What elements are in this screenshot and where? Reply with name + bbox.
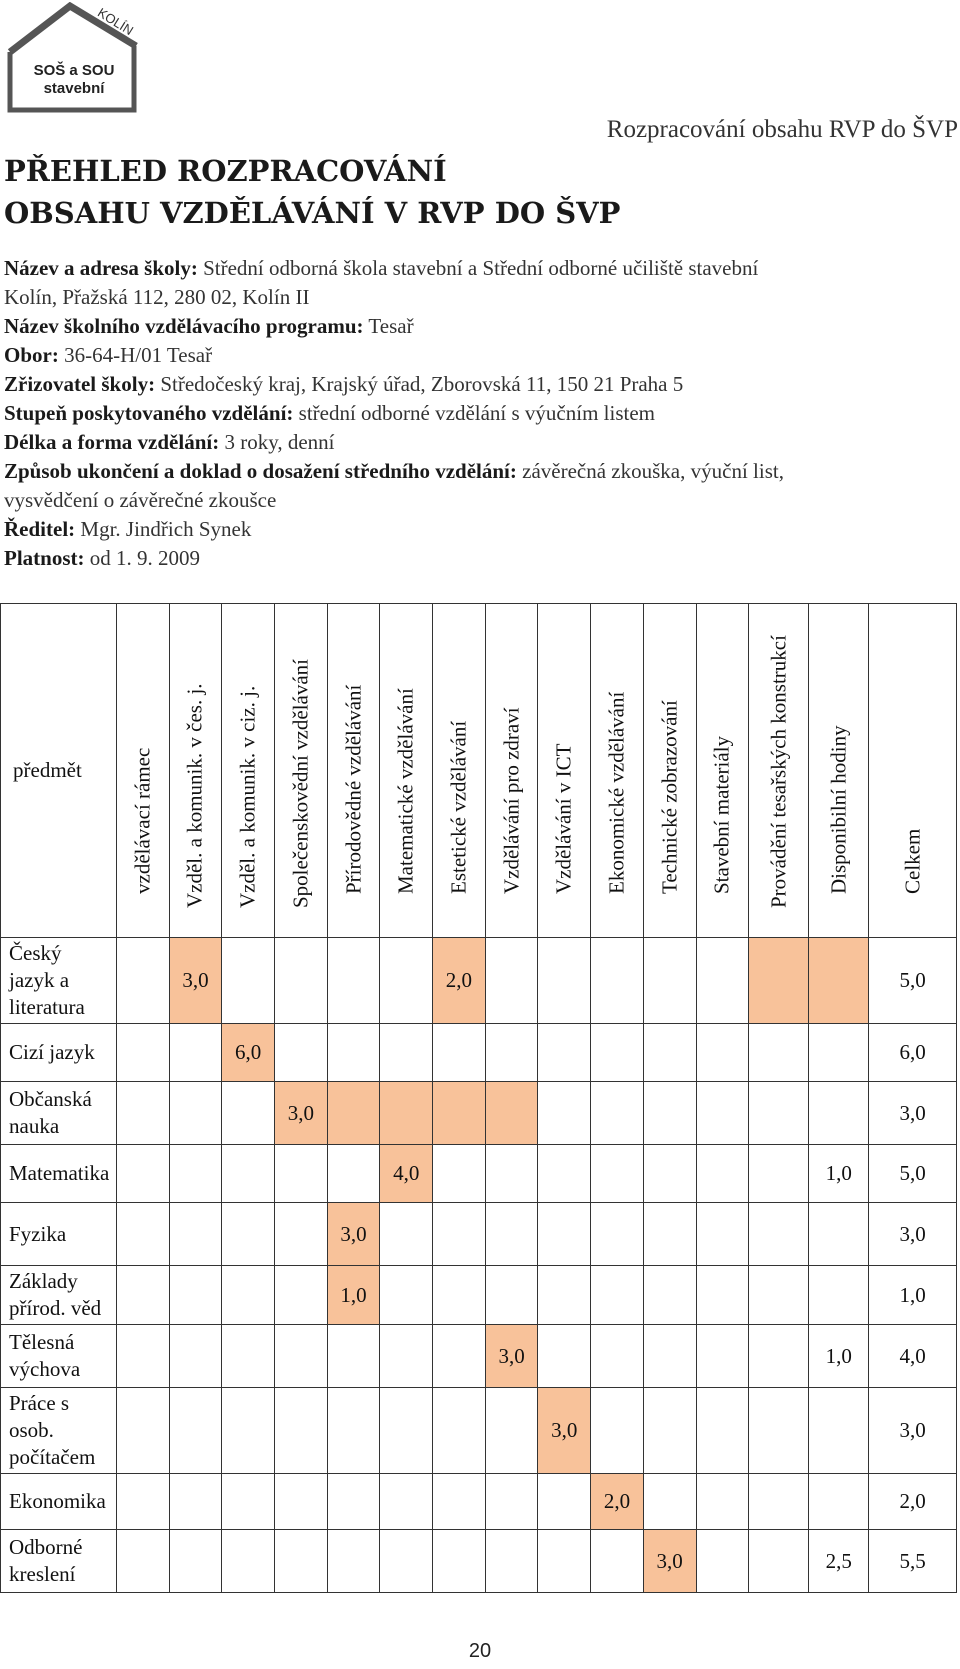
- hours-cell: [485, 1024, 538, 1082]
- hours-cell: [696, 1266, 749, 1325]
- hours-cell: [696, 1530, 749, 1593]
- total-cell: 5,0: [869, 1145, 957, 1203]
- hours-cell: [327, 1145, 380, 1203]
- hours-cell: [380, 1203, 433, 1266]
- hours-cell: [749, 1024, 809, 1082]
- hours-cell: [222, 1145, 275, 1203]
- hours-cell: [222, 1474, 275, 1530]
- subject-name: Český jazyk a literatura: [1, 938, 117, 1024]
- framework-cell: [116, 1082, 169, 1145]
- column-header: Společenskovědní vzdělávání: [275, 604, 328, 938]
- hours-cell: [327, 938, 380, 1024]
- hours-cell: [169, 1266, 222, 1325]
- table-row: [1, 1388, 957, 1474]
- hours-cell: [485, 1145, 538, 1203]
- table-row: [1, 1266, 957, 1325]
- hours-cell: [222, 1530, 275, 1593]
- hours-cell: [380, 1266, 433, 1325]
- hours-cell: 3,0: [485, 1325, 538, 1388]
- hours-cell: [809, 1024, 869, 1082]
- curriculum-table: [0, 603, 957, 1593]
- framework-cell: [116, 1474, 169, 1530]
- hours-cell: 1,0: [327, 1266, 380, 1325]
- framework-cell: [116, 1530, 169, 1593]
- column-header: vzdělávací rámec: [116, 604, 169, 938]
- hours-cell: [327, 1024, 380, 1082]
- hours-cell: [809, 1082, 869, 1145]
- hours-cell: 2,0: [591, 1474, 644, 1530]
- logo-city: KOLÍN: [94, 4, 137, 39]
- column-header: Matematické vzdělávání: [380, 604, 433, 938]
- hours-cell: [696, 1082, 749, 1145]
- hours-cell: [275, 1203, 328, 1266]
- hours-cell: [809, 1474, 869, 1530]
- hours-cell: [696, 1203, 749, 1266]
- total-cell: 3,0: [869, 1388, 957, 1474]
- table-row: [1, 1203, 957, 1266]
- hours-cell: [538, 1145, 591, 1203]
- page-title: PŘEHLED ROZPRACOVÁNÍ OBSAHU VZDĚLÁVÁNÍ V RVP DO ŠVP: [4, 154, 621, 230]
- header-right-title: Rozpracování obsahu RVP do ŠVP: [606, 116, 958, 143]
- framework-cell: [116, 1145, 169, 1203]
- hours-cell: 6,0: [222, 1024, 275, 1082]
- hours-cell: 2,5: [809, 1530, 869, 1593]
- hours-cell: [749, 938, 809, 1024]
- hours-cell: [538, 1024, 591, 1082]
- hours-cell: [169, 1024, 222, 1082]
- table-row: [1, 1082, 957, 1145]
- hours-cell: [643, 938, 696, 1024]
- hours-cell: [591, 1388, 644, 1474]
- hours-cell: 4,0: [380, 1145, 433, 1203]
- hours-cell: [222, 1266, 275, 1325]
- hours-cell: [327, 1474, 380, 1530]
- subject-name: Základy přírod. věd: [1, 1266, 117, 1325]
- hours-cell: [696, 1145, 749, 1203]
- hours-cell: [380, 1474, 433, 1530]
- hours-cell: [538, 1082, 591, 1145]
- hours-cell: [222, 1325, 275, 1388]
- hours-cell: [643, 1203, 696, 1266]
- hours-cell: [169, 1325, 222, 1388]
- subject-name: Občanská nauka: [1, 1082, 117, 1145]
- hours-cell: [809, 1203, 869, 1266]
- hours-cell: [380, 938, 433, 1024]
- framework-cell: [116, 1203, 169, 1266]
- hours-cell: [433, 1203, 486, 1266]
- subject-name: Ekonomika: [1, 1474, 117, 1530]
- hours-cell: [749, 1266, 809, 1325]
- hours-cell: [591, 1082, 644, 1145]
- hours-cell: [433, 1474, 486, 1530]
- hours-cell: [485, 1388, 538, 1474]
- total-cell: 6,0: [869, 1024, 957, 1082]
- hours-cell: [433, 1530, 486, 1593]
- hours-cell: [275, 1530, 328, 1593]
- total-cell: 5,0: [869, 938, 957, 1024]
- logo-text: SOŠ a SOU stavební: [33, 62, 115, 97]
- hours-cell: [222, 1082, 275, 1145]
- hours-cell: [749, 1145, 809, 1203]
- hours-cell: [380, 1388, 433, 1474]
- hours-cell: [538, 1325, 591, 1388]
- hours-cell: [327, 1530, 380, 1593]
- hours-cell: [538, 938, 591, 1024]
- total-cell: 3,0: [869, 1082, 957, 1145]
- hours-cell: [169, 1530, 222, 1593]
- hours-cell: [380, 1082, 433, 1145]
- subject-name: Tělesná výchova: [1, 1325, 117, 1388]
- hours-cell: [169, 1145, 222, 1203]
- hours-cell: [327, 1325, 380, 1388]
- framework-cell: [116, 1388, 169, 1474]
- hours-cell: [169, 1082, 222, 1145]
- hours-cell: [643, 1024, 696, 1082]
- hours-cell: [591, 938, 644, 1024]
- hours-cell: [169, 1388, 222, 1474]
- hours-cell: [169, 1203, 222, 1266]
- column-header: Vzděl. a komunik. v ciz. j.: [222, 604, 275, 938]
- hours-cell: [169, 1474, 222, 1530]
- hours-cell: [485, 938, 538, 1024]
- table-row: [1, 1325, 957, 1388]
- hours-cell: [643, 1266, 696, 1325]
- hours-cell: [749, 1203, 809, 1266]
- school-logo: [4, 2, 140, 114]
- subject-name: Matematika: [1, 1145, 117, 1203]
- hours-cell: [538, 1203, 591, 1266]
- hours-cell: 3,0: [275, 1082, 328, 1145]
- hours-cell: [749, 1082, 809, 1145]
- hours-cell: [643, 1082, 696, 1145]
- column-header: Vzděl. a komunik. v čes. j.: [169, 604, 222, 938]
- hours-cell: [538, 1266, 591, 1325]
- subject-header: předmět: [1, 604, 117, 938]
- hours-cell: 3,0: [643, 1530, 696, 1593]
- total-cell: 5,5: [869, 1530, 957, 1593]
- hours-cell: 3,0: [538, 1388, 591, 1474]
- hours-cell: 2,0: [433, 938, 486, 1024]
- framework-cell: [116, 1266, 169, 1325]
- hours-cell: [696, 1388, 749, 1474]
- framework-cell: [116, 938, 169, 1024]
- hours-cell: 3,0: [169, 938, 222, 1024]
- column-header: Vzdělávání v ICT: [538, 604, 591, 938]
- hours-cell: [749, 1530, 809, 1593]
- column-header: Ekonomické vzdělávání: [591, 604, 644, 938]
- hours-cell: [749, 1325, 809, 1388]
- subject-name: Cizí jazyk: [1, 1024, 117, 1082]
- table-row: [1, 1145, 957, 1203]
- subject-name: Odborné kreslení: [1, 1530, 117, 1593]
- hours-cell: [433, 1266, 486, 1325]
- hours-cell: [380, 1024, 433, 1082]
- total-cell: 2,0: [869, 1474, 957, 1530]
- total-cell: 4,0: [869, 1325, 957, 1388]
- hours-cell: [485, 1530, 538, 1593]
- hours-cell: [433, 1388, 486, 1474]
- page-number: 20: [468, 1640, 492, 1662]
- hours-cell: [275, 1266, 328, 1325]
- hours-cell: [327, 1082, 380, 1145]
- column-header: Disponibilní hodiny: [809, 604, 869, 938]
- hours-cell: [275, 1388, 328, 1474]
- column-header: Přírodovědné vzdělávání: [327, 604, 380, 938]
- hours-cell: [380, 1325, 433, 1388]
- table-body: [1, 938, 957, 1593]
- hours-cell: [591, 1325, 644, 1388]
- hours-cell: [809, 938, 869, 1024]
- hours-cell: [433, 1024, 486, 1082]
- hours-cell: [538, 1530, 591, 1593]
- hours-cell: [749, 1474, 809, 1530]
- total-cell: 1,0: [869, 1266, 957, 1325]
- hours-cell: [485, 1203, 538, 1266]
- hours-cell: [433, 1145, 486, 1203]
- hours-cell: [222, 1203, 275, 1266]
- hours-cell: [696, 938, 749, 1024]
- hours-cell: [222, 938, 275, 1024]
- subject-name: Fyzika: [1, 1203, 117, 1266]
- hours-cell: [696, 1024, 749, 1082]
- column-header: Stavební materiály: [696, 604, 749, 938]
- column-header: Celkem: [869, 604, 957, 938]
- framework-cell: [116, 1024, 169, 1082]
- hours-cell: 1,0: [809, 1145, 869, 1203]
- total-cell: 3,0: [869, 1203, 957, 1266]
- column-header: Provádění tesařských konstrukcí: [749, 604, 809, 938]
- hours-cell: [591, 1145, 644, 1203]
- hours-cell: [809, 1388, 869, 1474]
- hours-cell: [696, 1325, 749, 1388]
- framework-cell: [116, 1325, 169, 1388]
- hours-cell: 3,0: [327, 1203, 380, 1266]
- hours-cell: [275, 1145, 328, 1203]
- hours-cell: [433, 1325, 486, 1388]
- hours-cell: [222, 1388, 275, 1474]
- column-header: Vzdělávání pro zdraví: [485, 604, 538, 938]
- hours-cell: [275, 1325, 328, 1388]
- hours-cell: [749, 1388, 809, 1474]
- school-info: Název a adresa školy: Střední odborná škola stavební a Střední odborné učiliště stavební Kolín, Přažská 112, 280 02, Kolín II Název školního vzdělávacího programu: Tesař Obor: 36-64-H/01 Tesař Zřizovatel školy: Středočeský kraj, Krajský úřad, Zborovská 11, 150 21 Praha 5 Stupeň poskytovaného vzdělání: střední odborné vzdělání s výučním listem Délka a forma vzdělání: 3 roky, denní Způsob ukončení a doklad o dosažení středního vzdělání: závěrečná zkouška, výuční list, vysvědčení o závěrečné zkoušce Ředitel: Mgr. Jindřich Synek Platnost: od 1. 9. 2009: [4, 256, 784, 570]
- column-header: Estetické vzdělávání: [433, 604, 486, 938]
- hours-cell: [485, 1082, 538, 1145]
- hours-cell: [538, 1474, 591, 1530]
- hours-cell: [591, 1024, 644, 1082]
- hours-cell: [275, 1474, 328, 1530]
- hours-cell: [696, 1474, 749, 1530]
- subject-name: Práce s osob. počítačem: [1, 1388, 117, 1474]
- table-header-row: [1, 604, 957, 938]
- hours-cell: [327, 1388, 380, 1474]
- hours-cell: [591, 1203, 644, 1266]
- hours-cell: [591, 1266, 644, 1325]
- table-row: [1, 938, 957, 1024]
- table-row: [1, 1530, 957, 1593]
- hours-cell: [275, 938, 328, 1024]
- table-row: [1, 1024, 957, 1082]
- hours-cell: [485, 1474, 538, 1530]
- hours-cell: [433, 1082, 486, 1145]
- hours-cell: [643, 1145, 696, 1203]
- column-header: Technické zobrazování: [643, 604, 696, 938]
- hours-cell: [809, 1266, 869, 1325]
- hours-cell: [485, 1266, 538, 1325]
- hours-cell: [643, 1474, 696, 1530]
- hours-cell: [591, 1530, 644, 1593]
- hours-cell: [275, 1024, 328, 1082]
- hours-cell: [643, 1325, 696, 1388]
- table-row: [1, 1474, 957, 1530]
- hours-cell: 1,0: [809, 1325, 869, 1388]
- hours-cell: [643, 1388, 696, 1474]
- hours-cell: [380, 1530, 433, 1593]
